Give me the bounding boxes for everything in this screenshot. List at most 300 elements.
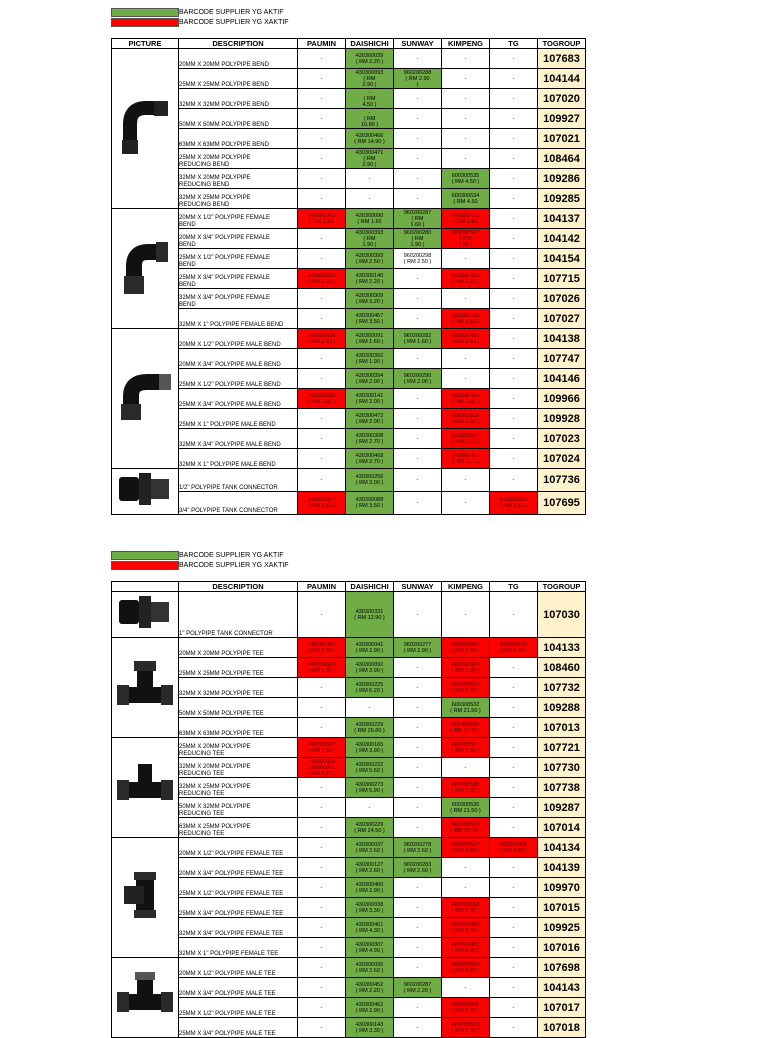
kimpeng-cell: 600300501 ( RM 3.90 )	[442, 738, 490, 758]
kimpeng-cell: 600300108 ( RM 3.50 )	[442, 309, 490, 329]
male-tee-icon	[115, 970, 175, 1025]
kimpeng-cell: -	[442, 369, 490, 389]
daishichi-cell: 430300394 ( RM 2.00 )	[346, 369, 394, 389]
header-tg: TG	[490, 39, 538, 49]
daishichi-cell: 430300093 ( RM 2.90 )	[346, 69, 394, 89]
header-sunway: SUNWAY	[394, 582, 442, 592]
tg-cell: -	[490, 69, 538, 89]
daishichi-cell: -	[346, 798, 394, 818]
paumin-cell: 140300003 ( RM 2.20 )	[298, 269, 346, 289]
product-picture	[112, 329, 179, 469]
male-bend-icon	[117, 366, 173, 431]
table-row	[112, 169, 586, 189]
togroup-code: 104144	[538, 69, 586, 89]
kimpeng-cell: -	[442, 289, 490, 309]
tg-cell: -	[490, 678, 538, 698]
daishichi-cell: 430300088 ( RM 3.50 )	[346, 492, 394, 515]
header-description: DESCRIPTION	[179, 39, 298, 49]
tg-cell: -	[490, 818, 538, 838]
sunway-cell: -	[394, 389, 442, 409]
legend-inactive-label: BARCODE SUPPLIER YG XAKTIF	[179, 19, 289, 26]
tg-cell: -	[490, 998, 538, 1018]
table-row	[112, 229, 586, 249]
daishichi-cell: 430300460 ( RM 2.90 )	[346, 878, 394, 898]
daishichi-cell: 430300256 ( RM 3.00 )	[346, 469, 394, 492]
description-cell: 20MM X 3/4" POLYPIPE FEMALE BEND	[179, 229, 298, 249]
table-row	[112, 189, 586, 209]
paumin-cell: -	[298, 698, 346, 718]
togroup-code: 104146	[538, 369, 586, 389]
kimpeng-cell: 600300534 ( RM 4.50	[442, 189, 490, 209]
tg-cell: 520301005 ( RM 2.60 )	[490, 838, 538, 858]
table-row	[112, 658, 586, 678]
kimpeng-cell: 600300517 ( RM 6.30 )	[442, 678, 490, 698]
kimpeng-cell: -	[442, 469, 490, 492]
daishichi-cell: 430300039 ( RM 2.20 )	[346, 49, 394, 69]
header-daishichi: DAISHICHI	[346, 582, 394, 592]
paumin-cell: -	[298, 958, 346, 978]
table-row	[112, 449, 586, 469]
paumin-cell: -	[298, 1018, 346, 1038]
inactive-swatch	[111, 561, 179, 570]
legend-inactive-label: BARCODE SUPPLIER YG XAKTIF	[179, 562, 289, 569]
description-cell: 20MM X 1/2" POLYPIPE MALE BEND	[179, 329, 298, 349]
tg-cell: -	[490, 938, 538, 958]
kimpeng-cell: 600300505 ( RM 2.90 )	[442, 998, 490, 1018]
table-row	[112, 309, 586, 329]
table-row	[112, 349, 586, 369]
table-row	[112, 918, 586, 938]
table-row	[112, 718, 586, 738]
paumin-cell: -	[298, 229, 346, 249]
togroup-code: 104133	[538, 638, 586, 658]
tg-cell: -	[490, 858, 538, 878]
paumin-cell: 140300002 ( RM 1.60	[298, 209, 346, 229]
description-cell: 25MM X 1" POLYPIPE MALE BEND	[179, 409, 298, 429]
tg-cell: 520301003 ( RM 3.50 )	[490, 492, 538, 515]
tg-cell: -	[490, 49, 538, 69]
table-row	[112, 389, 586, 409]
description-cell: 25MM X 3/4" POLYPIPE FEMALE TEE	[179, 898, 298, 918]
daishichi-cell: 430300466 ( RM 14.90 )	[346, 129, 394, 149]
table-row	[112, 69, 586, 89]
description-cell: 25MM X 20MM POLYPIPE REDUCING TEE	[179, 738, 298, 758]
table-row	[112, 638, 586, 658]
product-picture	[112, 638, 179, 738]
header-togroup: TOGROUP	[538, 39, 586, 49]
kimpeng-cell: 600300532 ( RM 21.50 )	[442, 698, 490, 718]
togroup-code: 108464	[538, 149, 586, 169]
tg-cell: -	[490, 309, 538, 329]
sunway-cell: -	[394, 149, 442, 169]
daishichi-cell: 430300457 ( RM 3.50 )	[346, 309, 394, 329]
kimpeng-cell: 600300508 ( RM 2.00 )	[442, 409, 490, 429]
tee-icon	[115, 657, 175, 718]
daishichi-cell: 430300165 ( RM 3.90 )	[346, 738, 394, 758]
description-cell: 1/2" POLYPIPE TANK CONNECTOR	[179, 469, 298, 492]
kimpeng-cell: -	[442, 149, 490, 169]
header-picture	[112, 582, 179, 592]
kimpeng-cell: 600300535 ( RM 4.50 )	[442, 169, 490, 189]
description-cell: 32MM X 32MM POLYPIPE BEND	[179, 89, 298, 109]
togroup-code: 107017	[538, 998, 586, 1018]
kimpeng-cell: 600300528 ( RM 5.90 )	[442, 778, 490, 798]
daishichi-cell: 430300222 ( RM 5.60 )	[346, 758, 394, 778]
table-row	[112, 778, 586, 798]
kimpeng-cell: 600300436 ( RM 3.90 )	[442, 658, 490, 678]
header-togroup: TOGROUP	[538, 582, 586, 592]
daishichi-cell: 430300041 ( RM 2.90 )	[346, 638, 394, 658]
daishichi-cell: 430300462 ( RM 2.90 )	[346, 998, 394, 1018]
togroup-code: 107698	[538, 958, 586, 978]
kimpeng-cell: 600300518 ( RM 2.60 )	[442, 958, 490, 978]
togroup-code: 107738	[538, 778, 586, 798]
sunway-cell: -	[394, 958, 442, 978]
kimpeng-cell: 600300530 ( RM 26.80 )	[442, 718, 490, 738]
description-cell: 20MM X 1/2" POLYPIPE FEMALE BEND	[179, 209, 298, 229]
tg-cell: -	[490, 269, 538, 289]
sunway-cell: -	[394, 169, 442, 189]
daishichi-cell: 430300393 ( RM 2.50 )	[346, 249, 394, 269]
paumin-cell: -	[298, 349, 346, 369]
kimpeng-cell: -	[442, 89, 490, 109]
table-row	[112, 1018, 586, 1038]
daishichi-cell: 430300452 ( RM 2.20 )	[346, 978, 394, 998]
table-row	[112, 209, 586, 229]
tg-cell: -	[490, 329, 538, 349]
paumin-cell: -	[298, 798, 346, 818]
sunway-cell: -	[394, 738, 442, 758]
togroup-code: 104154	[538, 249, 586, 269]
tg-cell: -	[490, 129, 538, 149]
daishichi-cell: 430300090 ( RM 1.60	[346, 209, 394, 229]
description-cell: 25MM X 1/2" POLYPIPE MALE TEE	[179, 998, 298, 1018]
daishichi-cell: -	[346, 169, 394, 189]
table-row	[112, 429, 586, 449]
togroup-code: 107683	[538, 49, 586, 69]
header-row	[112, 39, 586, 49]
sunway-cell: 960200298 ( RM 2.50 )	[394, 249, 442, 269]
table-row	[112, 592, 586, 638]
togroup-code: 109928	[538, 409, 586, 429]
sunway-cell: 960200280 ( RM 1.90 )	[394, 229, 442, 249]
paumin-cell: 140300007 ( RM 3.50 )	[298, 492, 346, 515]
product-picture	[112, 209, 179, 329]
kimpeng-cell: 600300434 ( RM 2.00 )	[442, 389, 490, 409]
kimpeng-cell: -	[442, 109, 490, 129]
header-row	[112, 582, 586, 592]
legend-active-label: BARCODE SUPPLIER YG AKTIF	[179, 9, 284, 16]
description-cell: 25MM X 1/2" POLYPIPE FEMALE TEE	[179, 878, 298, 898]
tg-cell: -	[490, 778, 538, 798]
kimpeng-cell: 600300518 ( RM 3.30 )	[442, 898, 490, 918]
tank-connector-icon	[115, 592, 175, 637]
togroup-code: 109285	[538, 189, 586, 209]
sunway-cell: 960200287 ( RM 2.20 )	[394, 978, 442, 998]
paumin-cell: -	[298, 938, 346, 958]
tg-cell: -	[490, 409, 538, 429]
paumin-cell: -	[298, 89, 346, 109]
description-cell: 63MM X 63MM POLYPIPE TEE	[179, 718, 298, 738]
sunway-cell: -	[394, 718, 442, 738]
sunway-cell: -	[394, 289, 442, 309]
tg-cell: -	[490, 658, 538, 678]
sunway-cell: 960200290 ( RM 2.00 )	[394, 369, 442, 389]
togroup-code: 109966	[538, 389, 586, 409]
elbow-bend-icon	[120, 96, 170, 161]
description-cell: 3/4" POLYPIPE TANK CONNECTOR	[179, 492, 298, 515]
paumin-cell: -	[298, 838, 346, 858]
togroup-code: 107027	[538, 309, 586, 329]
paumin-cell: -	[298, 69, 346, 89]
legend-active-label: BARCODE SUPPLIER YG AKTIF	[179, 552, 284, 559]
table-row	[112, 49, 586, 69]
product-picture	[112, 838, 179, 958]
table-row	[112, 129, 586, 149]
tg-cell: -	[490, 189, 538, 209]
paumin-cell: -	[298, 978, 346, 998]
kimpeng-cell: -	[442, 49, 490, 69]
table-row	[112, 958, 586, 978]
tg-cell: -	[490, 1018, 538, 1038]
table-row	[112, 818, 586, 838]
kimpeng-cell: 600300421 ( RM 1.60	[442, 209, 490, 229]
table-row	[112, 878, 586, 898]
daishichi-cell: 430300308 ( RM 2.70 )	[346, 429, 394, 449]
product-picture	[112, 49, 179, 209]
header-picture: PICTURE	[112, 39, 179, 49]
table-row	[112, 329, 586, 349]
tg-cell: -	[490, 798, 538, 818]
header-description: DESCRIPTION	[179, 582, 298, 592]
description-cell: 25MM X 1/2" POLYPIPE MALE BEND	[179, 369, 298, 389]
togroup-code: 107747	[538, 349, 586, 369]
sunway-cell: -	[394, 798, 442, 818]
sunway-cell: -	[394, 49, 442, 69]
description-cell: 20MM X 3/4" POLYPIPE FEMALE TEE	[179, 858, 298, 878]
tg-cell: -	[490, 898, 538, 918]
daishichi-cell: 430300091 ( RM 1.60 )	[346, 329, 394, 349]
table-row	[112, 978, 586, 998]
togroup-code: 107016	[538, 938, 586, 958]
description-cell: 20MM X 3/4" POLYPIPE MALE BEND	[179, 349, 298, 369]
kimpeng-cell: -	[442, 878, 490, 898]
paumin-cell: -	[298, 778, 346, 798]
description-cell: 32MM X 3/4" POLYPIPE FEMALE BEND	[179, 289, 298, 309]
description-cell: 20MM X 3/4" POLYPIPE MALE TEE	[179, 978, 298, 998]
daishichi-cell: 430300037 ( RM 2.60 )	[346, 838, 394, 858]
daishichi-cell: 430300140 ( RM 2.20 )	[346, 269, 394, 289]
togroup-code: 107018	[538, 1018, 586, 1038]
sunway-cell: -	[394, 878, 442, 898]
togroup-code: 109286	[538, 169, 586, 189]
product-picture	[112, 958, 179, 1038]
sunway-cell: -	[394, 1018, 442, 1038]
kimpeng-cell: -	[442, 129, 490, 149]
header-paumin: PAUMIN	[298, 39, 346, 49]
paumin-cell: -	[298, 49, 346, 69]
table-row	[112, 858, 586, 878]
sunway-cell: 960200282 ( RM 1.60 )	[394, 329, 442, 349]
table-row	[112, 998, 586, 1018]
description-cell: 32MM X 3/4" POLYPIPE FEMALE TEE	[179, 918, 298, 938]
description-cell: 32MM X 25MM POLYPIPE REDUCING TEE	[179, 778, 298, 798]
table-row	[112, 678, 586, 698]
togroup-code: 104143	[538, 978, 586, 998]
paumin-cell: -	[298, 309, 346, 329]
description-cell: 20MM X 1/2" POLYPIPE FEMALE TEE	[179, 838, 298, 858]
kimpeng-cell: 600300435 ( RM 2.90 )	[442, 638, 490, 658]
kimpeng-cell: -	[442, 249, 490, 269]
paumin-cell: -	[298, 289, 346, 309]
kimpeng-cell: -	[442, 69, 490, 89]
togroup-code: 107732	[538, 678, 586, 698]
togroup-code: 107014	[538, 818, 586, 838]
kimpeng-cell: 600300530 ( RM 21.50 )	[442, 798, 490, 818]
tg-cell: -	[490, 109, 538, 129]
togroup-code: 109970	[538, 878, 586, 898]
paumin-cell: -	[298, 369, 346, 389]
table-row	[112, 89, 586, 109]
tg-cell: -	[490, 918, 538, 938]
paumin-cell: 140300025 ( RM 2.90 )	[298, 638, 346, 658]
tg-cell: -	[490, 229, 538, 249]
product-picture	[112, 592, 179, 638]
description-cell: 63MM X 63MM POLYPIPE BEND	[179, 129, 298, 149]
header-paumin: PAUMIN	[298, 582, 346, 592]
description-cell: 25MM X 25MM POLYPIPE TEE	[179, 658, 298, 678]
daishichi-cell: 430300092 ( RM 3.90 )	[346, 658, 394, 678]
sunway-cell: -	[394, 898, 442, 918]
table-row	[112, 698, 586, 718]
table-row	[112, 289, 586, 309]
paumin-cell: -	[298, 918, 346, 938]
paumin-cell: 140300028 140300041 ( RM 5.60 )	[298, 758, 346, 778]
table-row	[112, 409, 586, 429]
table-row	[112, 838, 586, 858]
tg-cell: -	[490, 592, 538, 638]
kimpeng-cell: -	[442, 592, 490, 638]
sunway-cell: -	[394, 409, 442, 429]
paumin-cell: -	[298, 818, 346, 838]
togroup-code: 107021	[538, 129, 586, 149]
paumin-cell: 140300027 ( RM 3.90 )	[298, 738, 346, 758]
description-cell: 20MM X 20MM POLYPIPE TEE	[179, 638, 298, 658]
table-row	[112, 109, 586, 129]
description-cell: 32MM X 20MM POLYPIPE REDUCING BEND	[179, 169, 298, 189]
header-kimpeng: KIMPENG	[442, 582, 490, 592]
active-swatch	[111, 8, 179, 17]
tg-cell: -	[490, 209, 538, 229]
daishichi-cell: 430300393 ( RM 1.90 )	[346, 229, 394, 249]
sunway-cell: -	[394, 818, 442, 838]
daishichi-cell: 430300225 ( RM 6.20 )	[346, 678, 394, 698]
tg-cell: -	[490, 878, 538, 898]
togroup-code: 107026	[538, 289, 586, 309]
togroup-code: 107020	[538, 89, 586, 109]
daishichi-cell: 430300143 ( RM 3.30 )	[346, 1018, 394, 1038]
kimpeng-cell: 600300529 ( RM 24.50 )	[442, 818, 490, 838]
price-table-1	[111, 38, 586, 515]
tg-cell: -	[490, 389, 538, 409]
tg-cell: -	[490, 169, 538, 189]
inactive-swatch	[111, 18, 179, 27]
table-row	[112, 249, 586, 269]
togroup-code: 107715	[538, 269, 586, 289]
sunway-cell: -	[394, 678, 442, 698]
description-cell: 25MM X 20MM POLYPIPE REDUCING BEND	[179, 149, 298, 169]
sunway-cell: -	[394, 309, 442, 329]
description-cell: 20MM X 20MM POLYPIPE BEND	[179, 49, 298, 69]
header-tg: TG	[490, 582, 538, 592]
daishichi-cell: 430300461 ( RM 4.30 )	[346, 918, 394, 938]
togroup-code: 107024	[538, 449, 586, 469]
sunway-cell: 960200278 ( RM 2.60 )	[394, 838, 442, 858]
daishichi-cell: - ( RM 10.90 )	[346, 109, 394, 129]
tg-cell: -	[490, 758, 538, 778]
tg-cell: -	[490, 958, 538, 978]
tg-cell: -	[490, 469, 538, 492]
daishichi-cell: 430300229 ( RM 26.80 )	[346, 718, 394, 738]
sunway-cell: -	[394, 109, 442, 129]
daishichi-cell: 430300472 ( RM 2.00 )	[346, 409, 394, 429]
togroup-code: 109287	[538, 798, 586, 818]
togroup-code: 104138	[538, 329, 586, 349]
paumin-cell: -	[298, 249, 346, 269]
sunway-cell: -	[394, 592, 442, 638]
product-picture	[112, 738, 179, 838]
togroup-code: 104137	[538, 209, 586, 229]
description-cell: 25MM X 3/4" POLYPIPE FEMALE BEND	[179, 269, 298, 289]
togroup-code: 109925	[538, 918, 586, 938]
daishichi-cell: 430300127 ( RM 2.60 )	[346, 858, 394, 878]
description-cell: 63MM X 25MM POLYPIPE REDUCING TEE	[179, 818, 298, 838]
description-cell: 25MM X 1/2" POLYPIPE FEMALE BEND	[179, 249, 298, 269]
tg-cell: -	[490, 149, 538, 169]
paumin-cell: -	[298, 129, 346, 149]
tg-cell: -	[490, 449, 538, 469]
sunway-cell: -	[394, 492, 442, 515]
sunway-cell: -	[394, 998, 442, 1018]
kimpeng-cell: -	[442, 492, 490, 515]
paumin-cell: -	[298, 469, 346, 492]
kimpeng-cell: -	[442, 858, 490, 878]
tg-cell: -	[490, 738, 538, 758]
description-cell: 20MM X 1/2" POLYPIPE MALE TEE	[179, 958, 298, 978]
sunway-cell: -	[394, 658, 442, 678]
togroup-code: 107013	[538, 718, 586, 738]
tank-connector-icon	[115, 469, 175, 514]
reducing-tee-icon	[115, 760, 175, 815]
daishichi-cell: 430300331 ( RM 12.90 )	[346, 592, 394, 638]
paumin-cell: -	[298, 718, 346, 738]
togroup-code: 104139	[538, 858, 586, 878]
sunway-cell: 960200277 ( RM 2.90 )	[394, 638, 442, 658]
sunway-cell: -	[394, 349, 442, 369]
table-row	[112, 469, 586, 492]
sunway-cell: -	[394, 129, 442, 149]
sunway-cell: -	[394, 758, 442, 778]
togroup-code: 107730	[538, 758, 586, 778]
description-cell: 1" POLYPIPE TANK CONNECTOR	[179, 592, 298, 638]
sunway-cell: -	[394, 698, 442, 718]
description-cell: 25MM X 3/4" POLYPIPE MALE BEND	[179, 389, 298, 409]
tg-cell: -	[490, 698, 538, 718]
sunway-cell: -	[394, 938, 442, 958]
header-sunway: SUNWAY	[394, 39, 442, 49]
daishichi-cell: 430300309 ( RM 3.20 )	[346, 289, 394, 309]
description-cell: 25MM X 25MM POLYPIPE BEND	[179, 69, 298, 89]
